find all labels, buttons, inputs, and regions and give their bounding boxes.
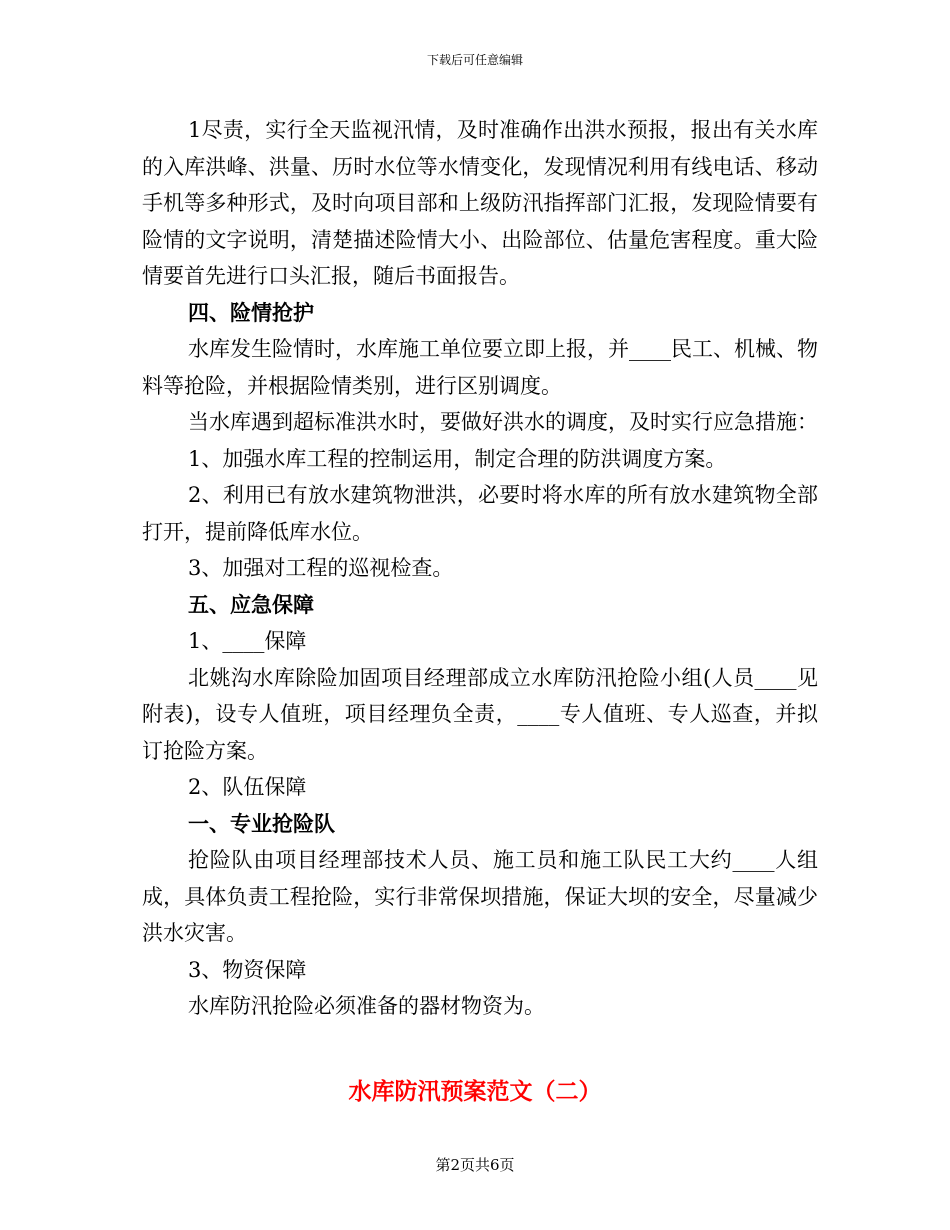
- list-item: 2、队伍保障: [188, 775, 307, 799]
- list-item: 3、加强对工程的巡视检查。: [188, 556, 454, 580]
- paragraph: 1尽责，实行全天监视汛情，及时准确作出洪水预报，报出有关水库的入库洪峰、洪量、历时水位等水情变化，发现情况利用有线电话、移动手机等多种形式，及时向项目部和上级防汛指挥部门汇报，发现险情要有险情的文字说明，清楚描述险情大小、出险部位、估量危害程度。重大险情要首先进行口头汇报，随后书面报告。: [142, 118, 818, 288]
- list-item: 1、____保障: [188, 629, 307, 653]
- paragraph: 水库防汛抢险必须准备的器材物资为。: [188, 994, 545, 1018]
- page-header: 下载后可任意编辑: [426, 53, 523, 67]
- list-item: 3、物资保障: [188, 957, 307, 982]
- page-footer: 第2页共6页: [435, 1156, 515, 1174]
- section-heading: 五、应急保障: [188, 591, 314, 617]
- section-heading: 四、险情抢护: [188, 299, 314, 325]
- paragraph: 当水库遇到超标准洪水时，要做好洪水的调度，及时实行应急措施：: [188, 410, 818, 434]
- section-title: 水库防汛预案范文（二）: [348, 1078, 602, 1105]
- paragraph: 水库发生险情时，水库施工单位要立即上报，并____民工、机械、物料等抢险，并根据险情类别，进行区别调度。: [142, 337, 818, 398]
- paragraph: 抢险队由项目经理部技术人员、施工员和施工队民工大约____人组成，具体负责工程抢险，实行非常保坝措施，保证大坝的安全，尽量减少洪水灾害。: [142, 848, 818, 945]
- list-item: 1、加强水库工程的控制运用，制定合理的防洪调度方案。: [188, 446, 727, 471]
- list-item: 2、利用已有放水建筑物泄洪，必要时将水库的所有放水建筑物全部打开，提前降低库水位。: [142, 483, 818, 544]
- section-heading: 一、专业抢险队: [188, 810, 335, 836]
- document-body: [142, 112, 818, 1025]
- paragraph: 北姚沟水库除险加固项目经理部成立水库防汛抢险小组(人员____见附表)，设专人值班，项目经理负全责，____专人值班、专人巡查，并拟订抢险方案。: [142, 665, 818, 763]
